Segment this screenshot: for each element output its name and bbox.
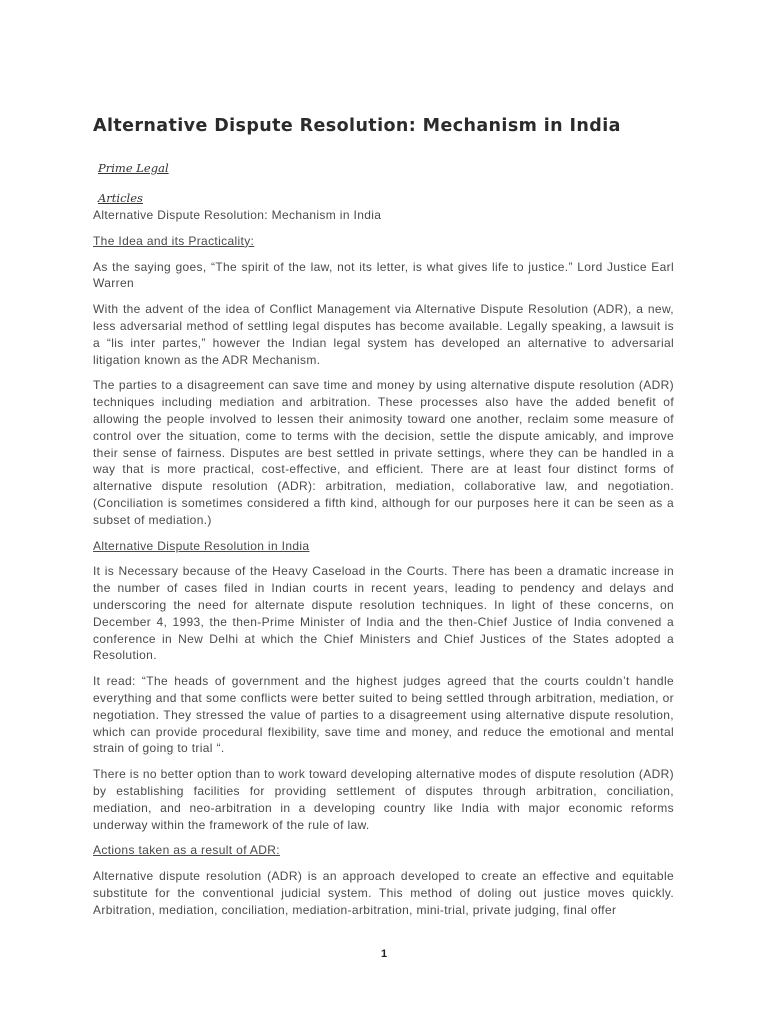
paragraph: There is no better option than to work toward developing alternative modes of dispute resolution (ADR) by establishing facilities for providing settlement of disputes through arbitration, conciliation, mediation, and neo-arbitration in a developing country like India with major economic reforms underway within the framework of the rule of law. bbox=[93, 767, 674, 832]
section-heading-actions: Actions taken as a result of ADR: bbox=[93, 843, 280, 858]
paragraph: With the advent of the idea of Conflict Management via Alternative Dispute Resolution (ADR), a new, less adversarial method of settling legal disputes has become available. Legally speaking, a lawsuit is a “lis inter partes,” however the Indian legal system has developed an alternative to adversarial litigation known as the ADR Mechanism. bbox=[93, 302, 674, 367]
section-heading-adr-india: Alternative Dispute Resolution in India bbox=[93, 538, 310, 553]
paragraph: Alternative dispute resolution (ADR) is an approach developed to create an effective and equitable substitute for the conventional judicial system. This method of doling out justice moves quickly. Arbitration, mediation, conciliation, mediation-arbitration, mini-trial, private judging, final offer bbox=[93, 869, 674, 917]
paragraph: The parties to a disagreement can save time and money by using alternative dispute resolution (ADR) techniques including mediation and arbitration. These processes also have the added benefit of allowing the people involved to lessen their animosity toward one another, reclaim some measure of control over the situation, come to terms with the decision, settle the dispute amicably, and improve their sense of fairness. Disputes are best settled in private settings, where they can be handled in a way that is more practical, cost-effective, and efficient. There are at least four distinct forms of alternative dispute resolution (ADR): arbitration, mediation, collaborative law, and negotiation. (Conciliation is sometimes considered a fifth kind, although for our purposes here it can be seen as a subset of mediation.) bbox=[93, 378, 674, 527]
document-title: Alternative Dispute Resolution: Mechanism in India bbox=[93, 116, 621, 136]
page-number: 1 bbox=[380, 948, 388, 960]
paragraph: It is Necessary because of the Heavy Caseload in the Courts. There has been a dramatic increase in the number of cases filed in Indian courts in recent years, leading to pendency and delays and underscoring the need for alternate dispute resolution techniques. In light of these concerns, on December 4, 1993, the then-Prime Minister of India and the then-Chief Justice of India convened a conference in New Delhi at which the Chief Ministers and Chief Justices of the States adopted a Resolution. bbox=[93, 564, 674, 663]
document-body bbox=[93, 207, 674, 927]
paragraph: It read: “The heads of government and the highest judges agreed that the courts couldn’t handle everything and that some conflicts were better suited to being settled through arbitration, mediation, or negotiation. They stressed the value of parties to a disagreement using alternative dispute resolution, which can provide procedural flexibility, save time and money, and reduce the emotional and mental strain of going to trial “. bbox=[93, 674, 674, 756]
section-heading-idea: The Idea and its Practicality: bbox=[93, 233, 255, 248]
paragraph: As the saying goes, “The spirit of the law, not its letter, is what gives life to justice.” Lord Justice Earl Warren bbox=[93, 259, 674, 291]
document-subtitle: Alternative Dispute Resolution: Mechanism in India bbox=[93, 208, 382, 222]
category-link[interactable]: Articles bbox=[98, 191, 143, 205]
author-link[interactable]: Prime Legal bbox=[98, 161, 169, 175]
